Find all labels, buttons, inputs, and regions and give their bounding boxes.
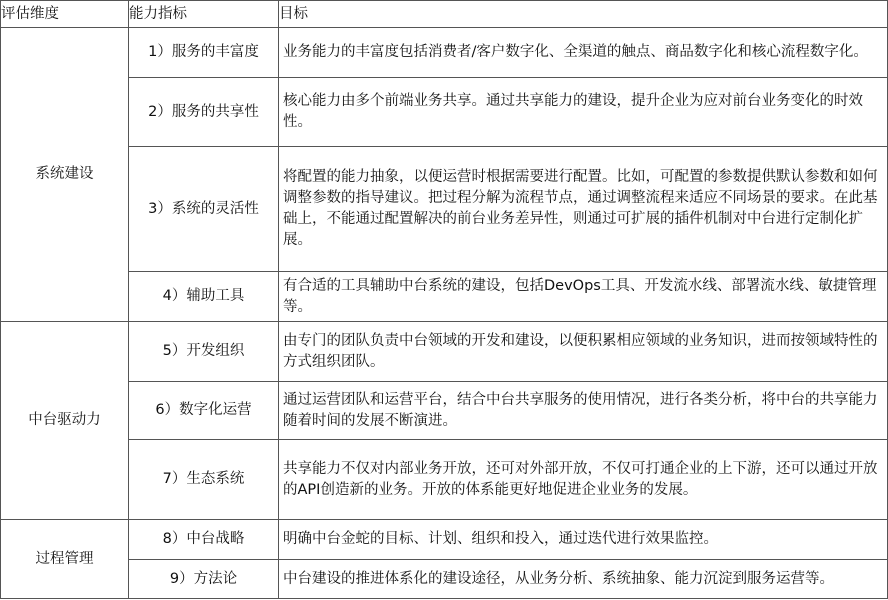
table-row bbox=[1, 520, 888, 560]
header-row bbox=[1, 1, 888, 28]
indicator-cell: 3）系统的灵活性 bbox=[129, 147, 279, 272]
dimension-cell-middle-platform-drive: 中台驱动力 bbox=[1, 322, 129, 520]
table-row bbox=[1, 147, 888, 272]
header-goal: 目标 bbox=[279, 1, 888, 28]
table-row bbox=[1, 272, 888, 322]
table-row bbox=[1, 78, 888, 147]
indicator-cell: 6）数字化运营 bbox=[129, 382, 279, 440]
goal-cell: 由专门的团队负责中台领域的开发和建设，以便积累相应领域的业务知识，进而按领域特性的方式组织团队。 bbox=[279, 322, 888, 382]
table-row bbox=[1, 560, 888, 599]
goal-cell: 核心能力由多个前端业务共享。通过共享能力的建设，提升企业为应对前台业务变化的时效性。 bbox=[279, 78, 888, 147]
goal-cell: 有合适的工具辅助中台系统的建设，包括DevOps工具、开发流水线、部署流水线、敏捷管理等。 bbox=[279, 272, 888, 322]
table-row bbox=[1, 440, 888, 520]
table-row bbox=[1, 28, 888, 78]
indicator-cell: 8）中台战略 bbox=[129, 520, 279, 560]
goal-cell: 明确中台金蛇的目标、计划、组织和投入，通过迭代进行效果监控。 bbox=[279, 520, 888, 560]
indicator-cell: 7）生态系统 bbox=[129, 440, 279, 520]
goal-cell: 业务能力的丰富度包括消费者/客户数字化、全渠道的触点、商品数字化和核心流程数字化。 bbox=[279, 28, 888, 78]
table-row bbox=[1, 382, 888, 440]
indicator-cell: 5）开发组织 bbox=[129, 322, 279, 382]
dimension-cell-process-management: 过程管理 bbox=[1, 520, 129, 599]
goal-cell: 将配置的能力抽象，以便运营时根据需要进行配置。比如，可配置的参数提供默认参数和如何调整参数的指导建议。把过程分解为流程节点，通过调整流程来适应不同场景的要求。在此基础上，不能通过配置解决的前台业务差异性，则通过可扩展的插件机制对中台进行定制化扩展。 bbox=[279, 147, 888, 272]
indicator-cell: 4）辅助工具 bbox=[129, 272, 279, 322]
table-row bbox=[1, 322, 888, 382]
indicator-cell: 9）方法论 bbox=[129, 560, 279, 599]
goal-cell: 通过运营团队和运营平台，结合中台共享服务的使用情况，进行各类分析，将中台的共享能力随着时间的发展不断演进。 bbox=[279, 382, 888, 440]
header-dimension: 评估维度 bbox=[1, 1, 129, 28]
goal-cell: 中台建设的推进体系化的建设途径，从业务分析、系统抽象、能力沉淀到服务运营等。 bbox=[279, 560, 888, 599]
indicator-cell: 2）服务的共享性 bbox=[129, 78, 279, 147]
goal-cell: 共享能力不仅对内部业务开放，还可对外部开放，不仅可打通企业的上下游，还可以通过开放的API创造新的业务。开放的体系能更好地促进企业业务的发展。 bbox=[279, 440, 888, 520]
dimension-cell-system-construction: 系统建设 bbox=[1, 28, 129, 322]
header-indicator: 能力指标 bbox=[129, 1, 279, 28]
indicator-cell: 1）服务的丰富度 bbox=[129, 28, 279, 78]
